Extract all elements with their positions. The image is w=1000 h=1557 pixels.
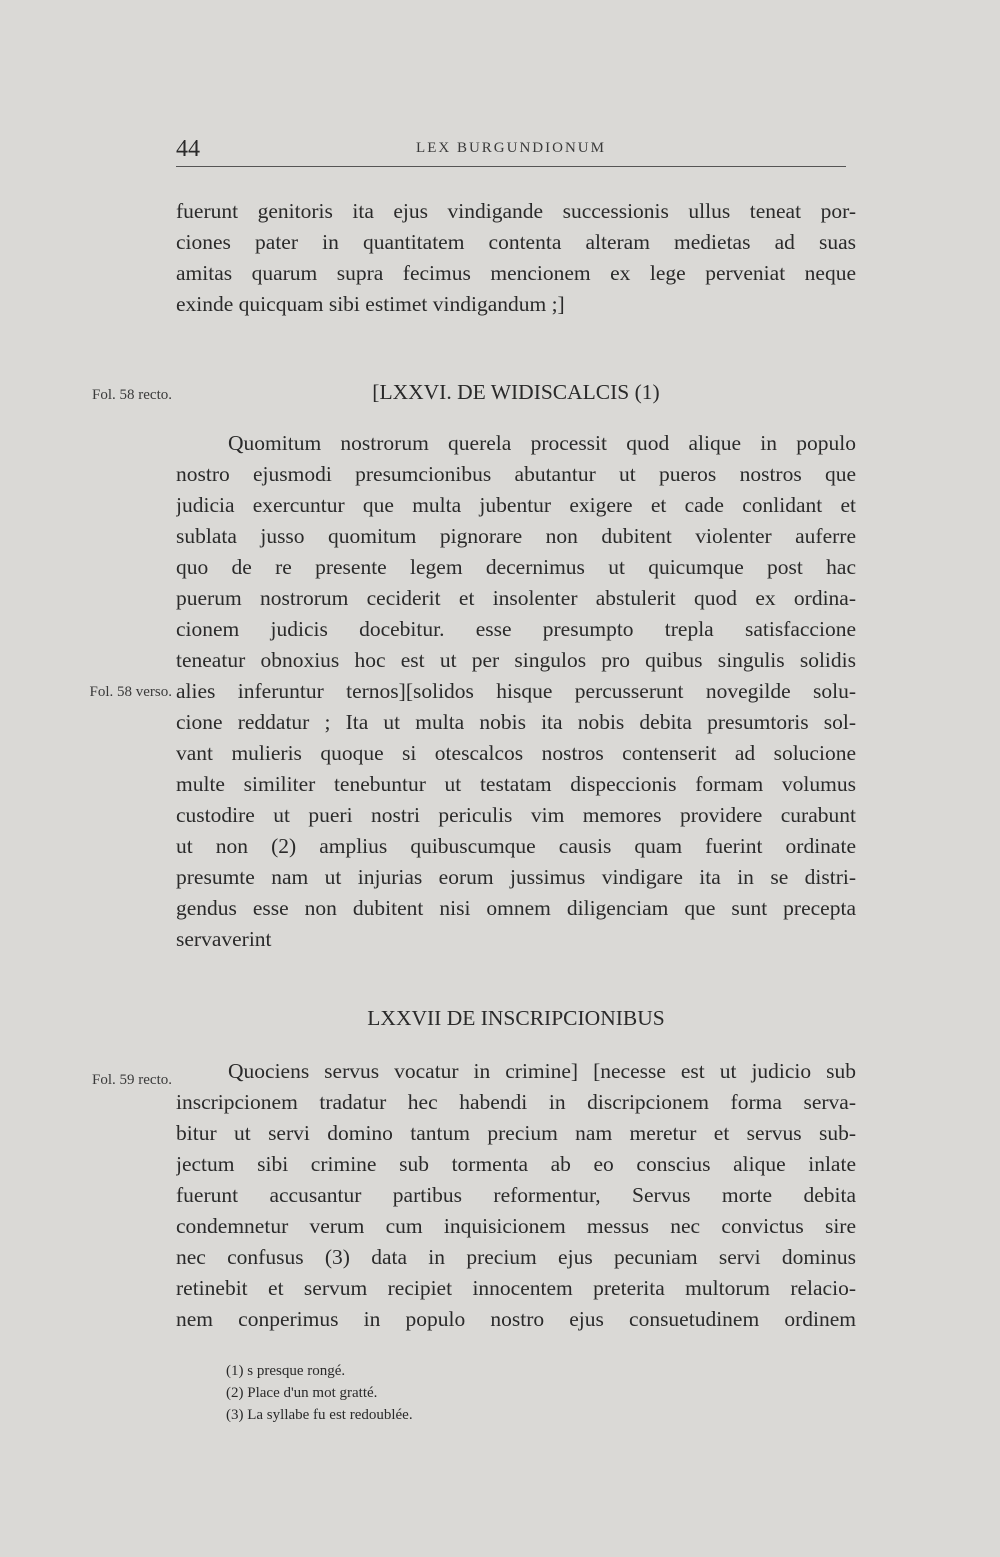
running-title: LEX BURGUNDIONUM [416,140,606,156]
margin-note-fol-58-recto: Fol. 58 recto. [92,387,172,403]
text-line: Quociens servus vocatur in crimine] [necesse est ut judicio sub [228,1059,856,1083]
text-line: nostro ejusmodi presumcionibus abutantur ut pueros nostros que [176,462,856,486]
text-line: retinebit et servum recipiet innocentem preterita multorum relacio- [176,1276,856,1300]
text-line: presumte nam ut injurias eorum jussimus vindigare ita in se distri- [176,865,856,889]
page-header [176,130,846,167]
text-line: servaverint [176,927,272,951]
text-line: amitas quarum supra fecimus mencionem ex lege perveniat neque [176,261,856,285]
footnote-3: (3) La syllabe fu est redoublée. [226,1407,413,1423]
text-line: nec confusus (3) data in precium ejus pecuniam servi dominus [176,1245,856,1269]
text-line: gendus esse non dubitent nisi omnem diligenciam que sunt precepta [176,896,856,920]
text-line: cionem judicis docebitur. esse presumpto trepla satisfaccione [176,617,856,641]
text-line: teneatur obnoxius hoc est ut per singulos pro quibus singulis solidis [176,648,856,672]
text-line: puerum nostrorum ceciderit et insolenter abstulerit quod ex ordina- [176,586,856,610]
paragraph-inscripcionibus [176,1056,856,1335]
text-line: nem conperimus in populo nostro ejus consuetudinem ordinem [176,1307,856,1331]
section-heading-lxxvii: LXXVII DE INSCRIPCIONIBUS [367,1006,665,1030]
text-line: sublata jusso quomitum pignorare non dubitent violenter auferre [176,524,856,548]
page-number: 44 [176,136,200,162]
paragraph-continuation [176,196,856,320]
margin-note-fol-59-recto: Fol. 59 recto. [92,1072,172,1088]
text-line: bitur ut servi domino tantum precium nam meretur et servus sub- [176,1121,856,1145]
footnotes [226,1360,413,1426]
text-line: custodire ut pueri nostri periculis vim memores providere curabunt [176,803,856,827]
text-line: judicia exercuntur que multa jubentur exigere et cade conlidant et [176,493,856,517]
text-line: cione reddatur ; Ita ut multa nobis ita nobis debita presumtoris sol- [176,710,856,734]
text-line: multe similiter tenebuntur ut testatam dispeccionis formam volumus [176,772,856,796]
text-line: quo de re presente legem decernimus ut quicumque post hac [176,555,856,579]
text-line: jectum sibi crimine sub tormenta ab eo conscius alique inlate [176,1152,856,1176]
footnote-1: (1) s presque rongé. [226,1363,346,1379]
paragraph-widiscalcis [176,428,856,955]
text-line: fuerunt accusantur partibus reformentur, Servus morte debita [176,1183,856,1207]
text-line: condemnetur verum cum inquisicionem messus nec convictus sire [176,1214,856,1238]
text-line: vant mulieris quoque si otescalcos nostros contenserit ad solucione [176,741,856,765]
text-line: ut non (2) amplius quibuscumque causis quam fuerint ordinate [176,834,856,858]
text-line: alies inferuntur ternos][solidos hisque percusserunt novegilde solu- [176,679,856,703]
section-heading-lxxvi: [LXXVI. DE WIDISCALCIS (1) [372,380,660,404]
text-line: Quomitum nostrorum querela processit quod alique in populo [228,431,856,455]
text-line: exinde quicquam sibi estimet vindigandum ;] [176,292,565,316]
text-line: ciones pater in quantitatem contenta alteram medietas ad suas [176,230,856,254]
margin-note-fol-58-verso: Fol. 58 verso. [89,684,172,700]
text-line: inscripcionem tradatur hec habendi in discripcionem forma serva- [176,1090,856,1114]
footnote-2: (2) Place d'un mot gratté. [226,1385,378,1401]
text-line: fuerunt genitoris ita ejus vindigande successionis ullus teneat por- [176,199,856,223]
